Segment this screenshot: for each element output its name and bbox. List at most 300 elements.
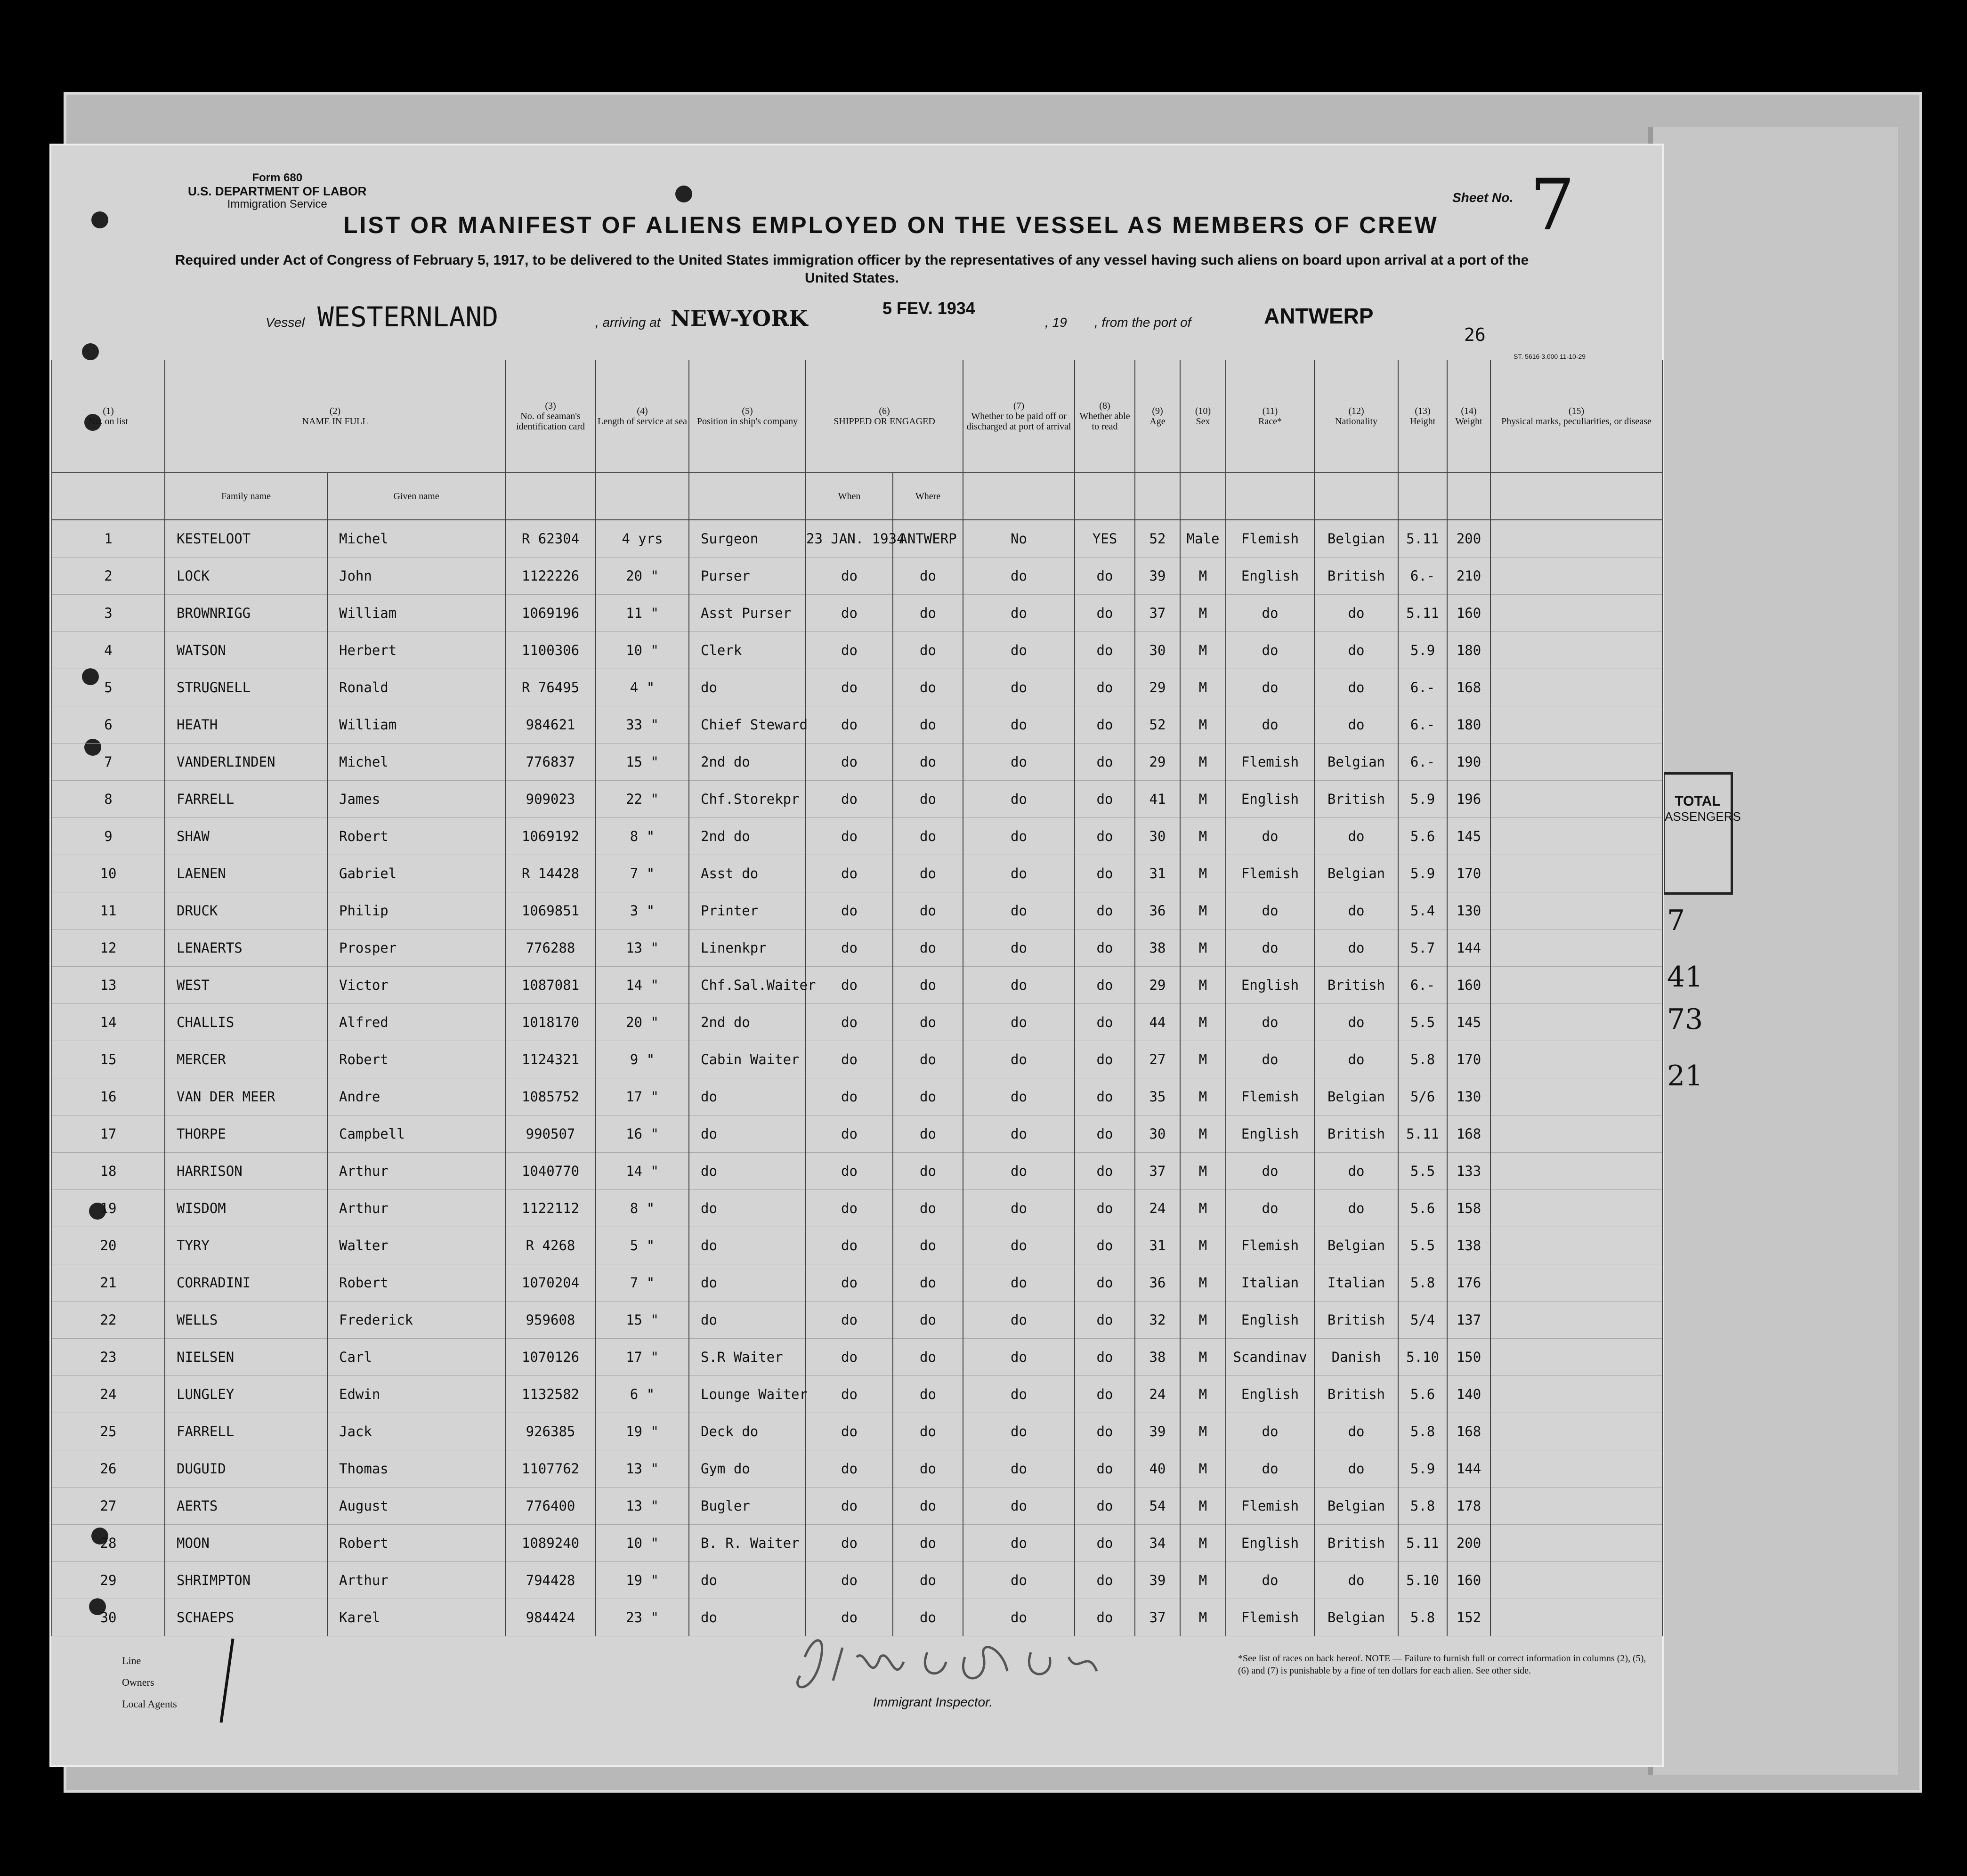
table-row — [52, 1450, 1662, 1488]
family-name: KESTELOOT — [165, 520, 327, 558]
weight: 168 — [1447, 1413, 1490, 1450]
position: Linenkpr — [689, 930, 806, 967]
sheet-number-label: Sheet No. — [1452, 190, 1514, 205]
height: 6.- — [1398, 706, 1447, 744]
row-number: 16 — [52, 1078, 165, 1116]
position: Printer — [689, 892, 806, 930]
id-card-number: 1132582 — [505, 1376, 596, 1413]
service-length: 13 " — [596, 1450, 689, 1488]
given-name: John — [327, 558, 505, 595]
shipped-when: do — [806, 818, 893, 855]
given-name: Ronald — [327, 669, 505, 706]
row-number: 21 — [52, 1264, 165, 1302]
service-length: 10 " — [596, 1525, 689, 1562]
shipped-where: do — [893, 558, 963, 595]
race: Italian — [1226, 1264, 1314, 1302]
weight: 158 — [1447, 1190, 1490, 1227]
col-header-no: (1) No. on list — [52, 360, 165, 473]
sex: M — [1180, 930, 1226, 967]
given-name: Frederick — [327, 1302, 505, 1339]
service-length: 23 " — [596, 1599, 689, 1636]
shipped-when: do — [806, 669, 893, 706]
sex: M — [1180, 1562, 1226, 1599]
table-row — [52, 744, 1662, 781]
family-name: VANDERLINDEN — [165, 744, 327, 781]
age: 39 — [1135, 1562, 1180, 1599]
family-name: MOON — [165, 1525, 327, 1562]
physical-marks — [1490, 1599, 1662, 1636]
family-name: HARRISON — [165, 1153, 327, 1190]
id-card-number: 984621 — [505, 706, 596, 744]
shipped-when: do — [806, 1488, 893, 1525]
nationality: Belgian — [1314, 855, 1398, 892]
weight: 150 — [1447, 1339, 1490, 1376]
able-to-read: do — [1075, 1302, 1135, 1339]
id-card-number: 1122226 — [505, 558, 596, 595]
able-to-read: do — [1075, 967, 1135, 1004]
service-length: 9 " — [596, 1041, 689, 1078]
table-row — [52, 1525, 1662, 1562]
nationality: do — [1314, 595, 1398, 632]
service-length: 33 " — [596, 706, 689, 744]
id-card-number: 1069192 — [505, 818, 596, 855]
table-row — [52, 1339, 1662, 1376]
id-card-number: R 14428 — [505, 855, 596, 892]
weight: 168 — [1447, 669, 1490, 706]
paid-off: do — [963, 1525, 1075, 1562]
position: 2nd do — [689, 744, 806, 781]
height: 5.8 — [1398, 1041, 1447, 1078]
shipped-where: do — [893, 892, 963, 930]
paid-off: do — [963, 1190, 1075, 1227]
race: Flemish — [1226, 520, 1314, 558]
height: 5.5 — [1398, 1004, 1447, 1041]
position: do — [689, 1562, 806, 1599]
family-name: BROWNRIGG — [165, 595, 327, 632]
age: 41 — [1135, 781, 1180, 818]
physical-marks — [1490, 1302, 1662, 1339]
able-to-read: do — [1075, 1562, 1135, 1599]
shipped-when: do — [806, 892, 893, 930]
service-length: 13 " — [596, 930, 689, 967]
physical-marks — [1490, 1116, 1662, 1153]
table-row — [52, 1041, 1662, 1078]
shipped-where: do — [893, 1302, 963, 1339]
service-length: 7 " — [596, 855, 689, 892]
document-subtitle: Required under Act of Congress of February 5, 1917, to be delivered to the United States immigration officer by the representatives of any vessel having such aliens on board upon arrival at a port of the United States. — [175, 252, 1529, 286]
given-name: Michel — [327, 520, 505, 558]
service-length: 17 " — [596, 1339, 689, 1376]
paid-off: do — [963, 1562, 1075, 1599]
physical-marks — [1490, 1190, 1662, 1227]
sex: M — [1180, 1302, 1226, 1339]
punch-hole — [675, 186, 692, 202]
sex: M — [1180, 781, 1226, 818]
service-length: 16 " — [596, 1116, 689, 1153]
age: 37 — [1135, 1153, 1180, 1190]
given-name: Gabriel — [327, 855, 505, 892]
col-header-id-card: (3) No. of seaman's identification card — [505, 360, 596, 473]
position: Gym do — [689, 1450, 806, 1488]
position: Clerk — [689, 632, 806, 669]
race: English — [1226, 967, 1314, 1004]
weight: 180 — [1447, 632, 1490, 669]
nationality: do — [1314, 1450, 1398, 1488]
col-header-position: (5) Position in ship's company — [689, 360, 806, 473]
from-port-label: , from the port of — [1094, 315, 1191, 330]
shipped-where: do — [893, 930, 963, 967]
sex: M — [1180, 1153, 1226, 1190]
family-name: DUGUID — [165, 1450, 327, 1488]
sex: Male — [1180, 520, 1226, 558]
nationality: Belgian — [1314, 744, 1398, 781]
paid-off: do — [963, 1599, 1075, 1636]
height: 5.11 — [1398, 595, 1447, 632]
weight: 170 — [1447, 1041, 1490, 1078]
race: do — [1226, 1041, 1314, 1078]
shipped-where: do — [893, 818, 963, 855]
family-name: HEATH — [165, 706, 327, 744]
paid-off: do — [963, 818, 1075, 855]
paid-off: do — [963, 1116, 1075, 1153]
handwritten-mark — [220, 1638, 235, 1722]
nationality: do — [1314, 1190, 1398, 1227]
id-card-number: 1069196 — [505, 595, 596, 632]
shipped-where: do — [893, 632, 963, 669]
able-to-read: do — [1075, 669, 1135, 706]
shipped-where: do — [893, 1078, 963, 1116]
age: 27 — [1135, 1041, 1180, 1078]
sex: M — [1180, 855, 1226, 892]
shipped-when: do — [806, 1116, 893, 1153]
race: Scandinav — [1226, 1339, 1314, 1376]
sex: M — [1180, 1376, 1226, 1413]
service-length: 3 " — [596, 892, 689, 930]
sex: M — [1180, 892, 1226, 930]
from-port: ANTWERP — [1264, 304, 1374, 328]
race: do — [1226, 1562, 1314, 1599]
nationality: Belgian — [1314, 1599, 1398, 1636]
age: 39 — [1135, 558, 1180, 595]
given-name: Robert — [327, 1041, 505, 1078]
height: 5/4 — [1398, 1302, 1447, 1339]
race: Flemish — [1226, 1488, 1314, 1525]
age: 36 — [1135, 892, 1180, 930]
given-name: Michel — [327, 744, 505, 781]
race: do — [1226, 1413, 1314, 1450]
race: English — [1226, 1376, 1314, 1413]
given-name: Robert — [327, 1525, 505, 1562]
id-card-number: 1122112 — [505, 1190, 596, 1227]
weight: 170 — [1447, 855, 1490, 892]
form-header — [188, 171, 366, 211]
physical-marks — [1490, 1376, 1662, 1413]
table-row — [52, 1264, 1662, 1302]
id-card-number: 959608 — [505, 1302, 596, 1339]
able-to-read: do — [1075, 1413, 1135, 1450]
physical-marks — [1490, 706, 1662, 744]
given-name: William — [327, 706, 505, 744]
line-label: Line — [122, 1655, 141, 1666]
height: 5.9 — [1398, 781, 1447, 818]
service-length: 7 " — [596, 1264, 689, 1302]
weight: 160 — [1447, 595, 1490, 632]
family-name: WATSON — [165, 632, 327, 669]
row-number: 3 — [52, 595, 165, 632]
row-number: 18 — [52, 1153, 165, 1190]
physical-marks — [1490, 1227, 1662, 1264]
row-number: 24 — [52, 1376, 165, 1413]
physical-marks — [1490, 1264, 1662, 1302]
shipped-when: do — [806, 1339, 893, 1376]
col-header-nationality: (12) Nationality — [1314, 360, 1398, 473]
side-number-3: 73 — [1667, 1003, 1703, 1036]
position: Chf.Sal.Waiter — [689, 967, 806, 1004]
shipped-when: do — [806, 781, 893, 818]
height: 5.5 — [1398, 1227, 1447, 1264]
able-to-read: do — [1075, 818, 1135, 855]
table-row — [52, 1227, 1662, 1264]
side-number-4: 21 — [1667, 1059, 1703, 1092]
sex: M — [1180, 1488, 1226, 1525]
table-row — [52, 855, 1662, 892]
family-name: FARRELL — [165, 1413, 327, 1450]
id-card-number: 1087081 — [505, 967, 596, 1004]
footer-labels — [122, 1650, 177, 1715]
id-card-number: 1107762 — [505, 1450, 596, 1488]
paid-off: No — [963, 520, 1075, 558]
shipped-when: do — [806, 1376, 893, 1413]
age: 52 — [1135, 706, 1180, 744]
service-length: 22 " — [596, 781, 689, 818]
physical-marks — [1490, 632, 1662, 669]
physical-marks — [1490, 1041, 1662, 1078]
background-sheet-right — [1648, 127, 1898, 1775]
form-number: Form 680 — [252, 171, 303, 184]
row-number: 14 — [52, 1004, 165, 1041]
able-to-read: do — [1075, 1599, 1135, 1636]
weight: 133 — [1447, 1153, 1490, 1190]
service-length: 10 " — [596, 632, 689, 669]
age: 31 — [1135, 1227, 1180, 1264]
id-card-number: R 76495 — [505, 669, 596, 706]
row-number: 7 — [52, 744, 165, 781]
weight: 140 — [1447, 1376, 1490, 1413]
sex: M — [1180, 1227, 1226, 1264]
paid-off: do — [963, 1041, 1075, 1078]
nationality: do — [1314, 1413, 1398, 1450]
col-header-where: Where — [893, 473, 963, 520]
table-row — [52, 818, 1662, 855]
physical-marks — [1490, 1078, 1662, 1116]
race: do — [1226, 632, 1314, 669]
table-row — [52, 1302, 1662, 1339]
age: 31 — [1135, 855, 1180, 892]
col-header-read: (8) Whether able to read — [1075, 360, 1135, 473]
height: 6.- — [1398, 558, 1447, 595]
vessel-name: WESTERNLAND — [317, 301, 499, 333]
service-length: 8 " — [596, 818, 689, 855]
service-length: 19 " — [596, 1413, 689, 1450]
id-card-number: 1040770 — [505, 1153, 596, 1190]
row-number: 10 — [52, 855, 165, 892]
given-name: Prosper — [327, 930, 505, 967]
weight: 145 — [1447, 1004, 1490, 1041]
shipped-where: do — [893, 855, 963, 892]
given-name: Philip — [327, 892, 505, 930]
able-to-read: do — [1075, 1004, 1135, 1041]
col-header-when: When — [806, 473, 893, 520]
id-card-number: 909023 — [505, 781, 596, 818]
col-header-family-name: Family name — [165, 473, 327, 520]
family-name: LENAERTS — [165, 930, 327, 967]
shipped-when: do — [806, 1190, 893, 1227]
height: 5.8 — [1398, 1488, 1447, 1525]
sex: M — [1180, 1004, 1226, 1041]
shipped-when: do — [806, 930, 893, 967]
position: Lounge Waiter — [689, 1376, 806, 1413]
family-name: SHAW — [165, 818, 327, 855]
table-row — [52, 1078, 1662, 1116]
able-to-read: do — [1075, 558, 1135, 595]
nationality: British — [1314, 967, 1398, 1004]
nationality: do — [1314, 818, 1398, 855]
family-name: STRUGNELL — [165, 669, 327, 706]
shipped-where: do — [893, 967, 963, 1004]
nationality: Belgian — [1314, 520, 1398, 558]
given-name: Campbell — [327, 1116, 505, 1153]
given-name: August — [327, 1488, 505, 1525]
table-row — [52, 1376, 1662, 1413]
physical-marks — [1490, 1004, 1662, 1041]
shipped-when: do — [806, 1041, 893, 1078]
race: Flemish — [1226, 744, 1314, 781]
row-number: 6 — [52, 706, 165, 744]
paid-off: do — [963, 632, 1075, 669]
sex: M — [1180, 818, 1226, 855]
age: 36 — [1135, 1264, 1180, 1302]
position: B. R. Waiter — [689, 1525, 806, 1562]
nationality: Italian — [1314, 1264, 1398, 1302]
able-to-read: do — [1075, 1450, 1135, 1488]
nationality: British — [1314, 781, 1398, 818]
height: 5.10 — [1398, 1562, 1447, 1599]
age: 29 — [1135, 669, 1180, 706]
height: 5.8 — [1398, 1264, 1447, 1302]
signature-scribble — [786, 1629, 1116, 1699]
height: 5.8 — [1398, 1599, 1447, 1636]
id-card-number: 794428 — [505, 1562, 596, 1599]
age: 38 — [1135, 1339, 1180, 1376]
physical-marks — [1490, 1562, 1662, 1599]
shipped-when: do — [806, 1413, 893, 1450]
shipped-where: ANTWERP — [893, 520, 963, 558]
able-to-read: do — [1075, 595, 1135, 632]
nationality: do — [1314, 706, 1398, 744]
col-header-marks: (15) Physical marks, peculiarities, or disease — [1490, 360, 1662, 473]
sex: M — [1180, 967, 1226, 1004]
shipped-where: do — [893, 669, 963, 706]
position: S.R Waiter — [689, 1339, 806, 1376]
weight: 130 — [1447, 1078, 1490, 1116]
arrival-date-stamp: 5 FEV. 1934 — [882, 299, 975, 318]
inspector-label: Immigrant Inspector. — [873, 1695, 993, 1709]
service-length: 14 " — [596, 1153, 689, 1190]
row-number: 19 — [52, 1190, 165, 1227]
nationality: do — [1314, 1562, 1398, 1599]
paid-off: do — [963, 1376, 1075, 1413]
service-length: 5 " — [596, 1227, 689, 1264]
table-row — [52, 1153, 1662, 1190]
position: 2nd do — [689, 818, 806, 855]
age: 37 — [1135, 595, 1180, 632]
crew-manifest-table — [51, 360, 1663, 1636]
able-to-read: do — [1075, 781, 1135, 818]
sex: M — [1180, 1413, 1226, 1450]
shipped-when: do — [806, 1562, 893, 1599]
family-name: SHRIMPTON — [165, 1562, 327, 1599]
service-length: 8 " — [596, 1190, 689, 1227]
table-row — [52, 1004, 1662, 1041]
weight: 144 — [1447, 930, 1490, 967]
table-row — [52, 1413, 1662, 1450]
paid-off: do — [963, 595, 1075, 632]
nationality: Belgian — [1314, 1227, 1398, 1264]
height: 5/6 — [1398, 1078, 1447, 1116]
shipped-where: do — [893, 1376, 963, 1413]
nationality: British — [1314, 1116, 1398, 1153]
col-header-age: (9) Age — [1135, 360, 1180, 473]
service-length: 17 " — [596, 1078, 689, 1116]
row-number: 13 — [52, 967, 165, 1004]
able-to-read: do — [1075, 855, 1135, 892]
shipped-when: do — [806, 632, 893, 669]
race: do — [1226, 595, 1314, 632]
given-name: Andre — [327, 1078, 505, 1116]
paid-off: do — [963, 558, 1075, 595]
weight: 200 — [1447, 1525, 1490, 1562]
race: Flemish — [1226, 1078, 1314, 1116]
physical-marks — [1490, 1339, 1662, 1376]
age: 30 — [1135, 632, 1180, 669]
paid-off: do — [963, 744, 1075, 781]
service-length: 15 " — [596, 744, 689, 781]
paid-off: do — [963, 706, 1075, 744]
nationality: do — [1314, 1041, 1398, 1078]
table-row — [52, 632, 1662, 669]
physical-marks — [1490, 1525, 1662, 1562]
nationality: do — [1314, 669, 1398, 706]
age: 40 — [1135, 1450, 1180, 1488]
race: do — [1226, 1004, 1314, 1041]
able-to-read: do — [1075, 892, 1135, 930]
age: 24 — [1135, 1190, 1180, 1227]
shipped-where: do — [893, 1450, 963, 1488]
position: do — [689, 1153, 806, 1190]
paid-off: do — [963, 1339, 1075, 1376]
table-row — [52, 892, 1662, 930]
weight: 200 — [1447, 520, 1490, 558]
nationality: do — [1314, 1153, 1398, 1190]
id-card-number: 776837 — [505, 744, 596, 781]
given-name: Jack — [327, 1413, 505, 1450]
id-card-number: 776288 — [505, 930, 596, 967]
able-to-read: do — [1075, 706, 1135, 744]
shipped-when: do — [806, 967, 893, 1004]
able-to-read: do — [1075, 1339, 1135, 1376]
given-name: Karel — [327, 1599, 505, 1636]
row-number: 9 — [52, 818, 165, 855]
